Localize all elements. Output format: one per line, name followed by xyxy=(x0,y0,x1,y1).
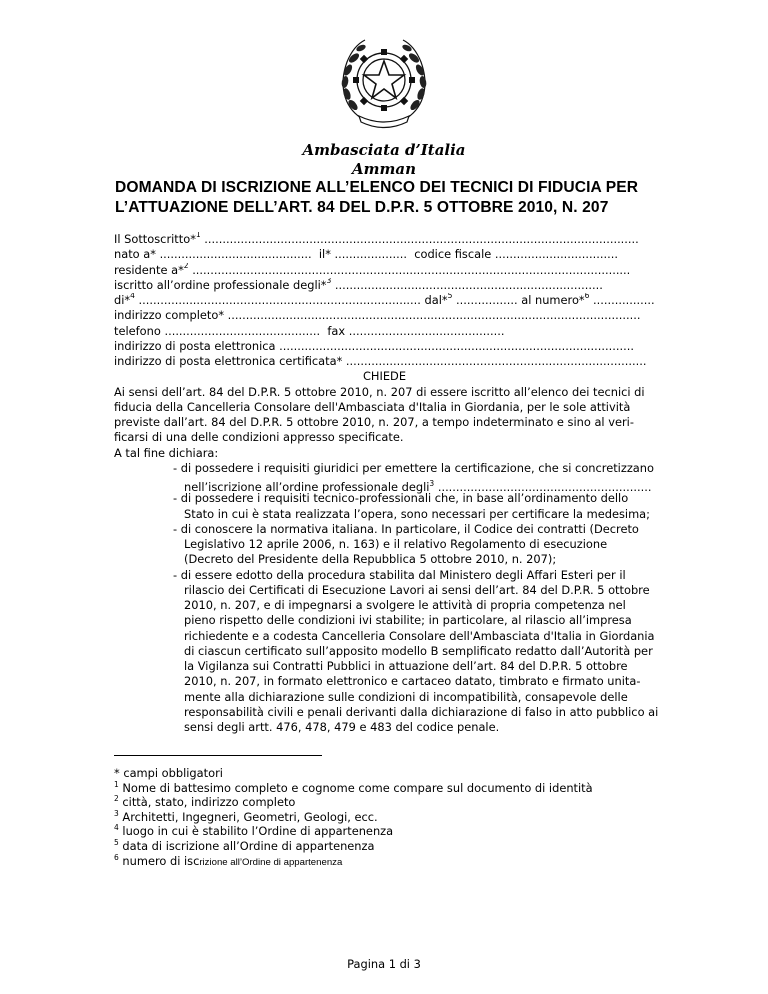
declaration-line xyxy=(114,720,655,735)
fill-dots: ........................................................... xyxy=(434,479,652,494)
field-label: il* xyxy=(318,247,331,262)
fill-dots: ........................................................................................................................ xyxy=(204,232,639,246)
footnote-number: 3 xyxy=(114,808,119,818)
field-sottoscritto[interactable] xyxy=(114,232,655,247)
footnote-item xyxy=(114,795,674,810)
declaration-text: - di essere edotto della procedura stabilita dal Ministero degli Affari Esteri per il xyxy=(173,567,626,582)
declaration-text: di ciascun certificato sull’apposito modello B semplificato redatto dall’Autorità per xyxy=(184,643,653,658)
fill-dots: ......................................................................................................................... xyxy=(192,262,631,277)
footnote-required: * campi obbligatori xyxy=(114,766,223,780)
declaration-text: 2010, n. 207, e di impegnarsi a svolgere le attività di propria competenza nel xyxy=(184,598,626,612)
field-label: indirizzo completo* xyxy=(114,308,225,323)
declaration-line xyxy=(114,552,655,567)
footnote-text-small: rizione all’Ordine di appartenenza xyxy=(199,856,343,868)
fill-dots: .................................................................................................. xyxy=(279,338,635,353)
footnote-ref: 3 xyxy=(326,277,332,285)
fill-dots: .................................. xyxy=(494,247,618,262)
intro-line: ficarsi di una delle condizioni appresso specificate. xyxy=(114,430,404,445)
footnote-text: Nome di battesimo completo e cognome come compare sul documento di identità xyxy=(122,780,593,795)
declaration-line xyxy=(114,690,655,705)
declaration-line xyxy=(114,476,655,494)
footnote-text: numero di isc xyxy=(122,853,200,868)
page-number: Pagina 1 di 3 xyxy=(347,957,421,971)
fill-dots: ................. xyxy=(456,293,518,307)
declaration-line xyxy=(114,507,655,522)
declaration-text: rilascio dei Certificati di Esecuzione Lavori ai sensi dell’art. 84 del D.P.R. 5 ottobre xyxy=(184,582,650,597)
field-pec[interactable] xyxy=(114,354,655,369)
declaration-text: Legislativo 12 aprile 2006, n. 163) e il relativo Regolamento di esecuzione xyxy=(184,537,608,551)
footnote-item xyxy=(114,781,674,796)
footnote-ref: 4 xyxy=(130,293,135,301)
chiede-heading: CHIEDE xyxy=(362,369,407,384)
field-label: indirizzo di posta elettronica xyxy=(114,338,276,353)
footnote-number: 4 xyxy=(114,823,119,833)
declaration-line xyxy=(114,598,655,613)
footnote-ref: 3 xyxy=(429,479,435,488)
fill-dots: .................................................................................................................. xyxy=(227,308,641,323)
italian-republic-emblem-icon xyxy=(333,30,435,134)
field-label: indirizzo di posta elettronica certificata* xyxy=(114,354,343,368)
fill-dots: .......................................................................... xyxy=(334,277,603,292)
declaration-line xyxy=(114,568,655,583)
field-label: codice fiscale xyxy=(414,247,492,262)
form-body xyxy=(114,232,659,735)
footnote-item xyxy=(114,839,674,854)
declaration-text: 2010, n. 207, in formato elettronico e cartaceo datato, timbrato e firmato unita- xyxy=(184,674,641,689)
embassy-city: Amman xyxy=(351,160,416,178)
fill-dots: .......................................... xyxy=(159,247,312,262)
fill-dots: ........................................... xyxy=(348,323,505,338)
declaration-line xyxy=(114,629,655,644)
document-title xyxy=(115,178,675,218)
field-label: telefono xyxy=(114,323,161,338)
footnote-text: luogo in cui è stabilito l’Ordine di appartenenza xyxy=(122,824,394,839)
declarations-list xyxy=(114,460,659,736)
declaration-line xyxy=(114,674,655,689)
footnote-text: Architetti, Ingegneri, Geometri, Geologi, ecc. xyxy=(122,809,378,824)
declaration-line xyxy=(114,583,655,598)
declaration-line xyxy=(114,461,655,476)
fill-dots: .................... xyxy=(334,247,407,262)
fill-dots: ................. xyxy=(593,293,655,307)
declaration-line xyxy=(114,659,655,674)
declaration-text: la Vigilanza sui Contratti Pubblici in attuazione dell’art. 84 del D.P.R. 5 ottobre xyxy=(184,659,628,673)
field-label: residente a* xyxy=(114,262,184,277)
footnote-item xyxy=(114,854,674,869)
declaration-text: pieno rispetto delle condizioni ivi stabilite; in particolare, al rilascio all’impresa xyxy=(184,613,632,628)
declaration-text: sensi degli artt. 476, 478, 479 e 483 del codice penale. xyxy=(184,720,500,734)
declaration-line xyxy=(114,491,655,506)
declaration-text: mente alla dichiarazione sulle condizioni di incompatibilità, consapevole delle xyxy=(184,689,628,704)
field-nato[interactable] xyxy=(114,247,655,262)
footnote-item xyxy=(114,824,674,839)
declaration-line xyxy=(114,537,655,552)
declaration-text: richiedente e a codesta Cancelleria Consolare dell'Ambasciata d'Italia in Giordania xyxy=(184,628,655,643)
field-indirizzo[interactable] xyxy=(114,308,655,323)
declaration-text: - di conoscere la normativa italiana. In particolare, il Codice dei contratti (Decreto xyxy=(173,521,639,536)
field-email[interactable] xyxy=(114,339,655,354)
field-telefono-fax[interactable] xyxy=(114,324,655,339)
field-residente[interactable] xyxy=(114,263,655,278)
field-label: fax xyxy=(327,323,346,338)
field-label: al numero* xyxy=(521,293,585,307)
embassy-name: Ambasciata d’Italia xyxy=(302,141,466,159)
declaration-line xyxy=(114,613,655,628)
footnote-separator xyxy=(114,755,322,756)
declaration-text: - di possedere i requisiti giuridici per emettere la certificazione, che si concretizzano xyxy=(173,460,654,475)
footnote-ref: 2 xyxy=(183,262,189,270)
declaration-text: nell’iscrizione all’ordine professionale degli xyxy=(184,479,430,494)
declaration-line xyxy=(114,644,655,659)
title-line: DOMANDA DI ISCRIZIONE ALL’ELENCO DEI TECNICI DI FIDUCIA PER xyxy=(115,179,639,196)
field-label: di* xyxy=(114,293,131,307)
declaration-text: (Decreto del Presidente della Repubblica 5 ottobre 2010, n. 207); xyxy=(184,552,557,567)
a-tal-fine: A tal fine dichiara: xyxy=(114,445,219,460)
footnote-text: città, stato, indirizzo completo xyxy=(122,795,296,810)
field-label: dal* xyxy=(424,293,448,307)
declaration-line xyxy=(114,522,655,537)
field-label: nato a* xyxy=(114,247,156,262)
declaration-text: - di possedere i requisiti tecnico-professionali che, in base all’ordinamento dello xyxy=(173,491,629,506)
field-label: iscritto all’ordine professionale degli* xyxy=(114,277,327,292)
footnote-text: data di iscrizione all’Ordine di appartenenza xyxy=(122,838,375,853)
field-iscritto[interactable] xyxy=(114,278,655,293)
footnote-number: 6 xyxy=(114,852,119,862)
footnote-item xyxy=(114,810,674,825)
intro-paragraph xyxy=(114,385,655,446)
declaration-line xyxy=(114,704,659,720)
title-line: L’ATTUAZIONE DELL’ART. 84 DEL D.P.R. 5 OTTOBRE 2010, N. 207 xyxy=(115,199,609,216)
fill-dots: ........................................... xyxy=(164,323,321,338)
footnote-number: 2 xyxy=(114,794,119,804)
field-label: Il Sottoscritto* xyxy=(114,232,196,246)
footnotes xyxy=(114,766,674,868)
intro-line: previste dall’art. 84 del D.P.R. 5 ottobre 2010, n. 207, a tempo indeterminato e sino al veri- xyxy=(114,415,634,429)
declaration-text: Stato in cui è stata realizzata l’opera, sono necessari per certificare la medesima; xyxy=(184,506,650,521)
footnote-number: 5 xyxy=(114,838,119,848)
footnote-ref: 6 xyxy=(584,293,590,301)
field-di[interactable] xyxy=(114,293,655,308)
footnote-number: 1 xyxy=(114,779,119,789)
footnote-ref: 5 xyxy=(447,293,453,301)
intro-line: Ai sensi dell’art. 84 del D.P.R. 5 ottobre 2010, n. 207 di essere iscritto all’elenco dei tecnici di xyxy=(114,384,645,399)
fill-dots: ................................................................................... xyxy=(345,354,647,368)
fill-dots: .............................................................................. xyxy=(138,293,421,307)
intro-line: fiducia della Cancelleria Consolare dell'Ambasciata d'Italia in Giordania, per le sole attività xyxy=(114,399,631,414)
declaration-text: responsabilità civili e penali derivanti dalla dichiarazione di falso in atto pubblico ai xyxy=(184,704,659,719)
footnote-ref: 1 xyxy=(195,232,201,240)
